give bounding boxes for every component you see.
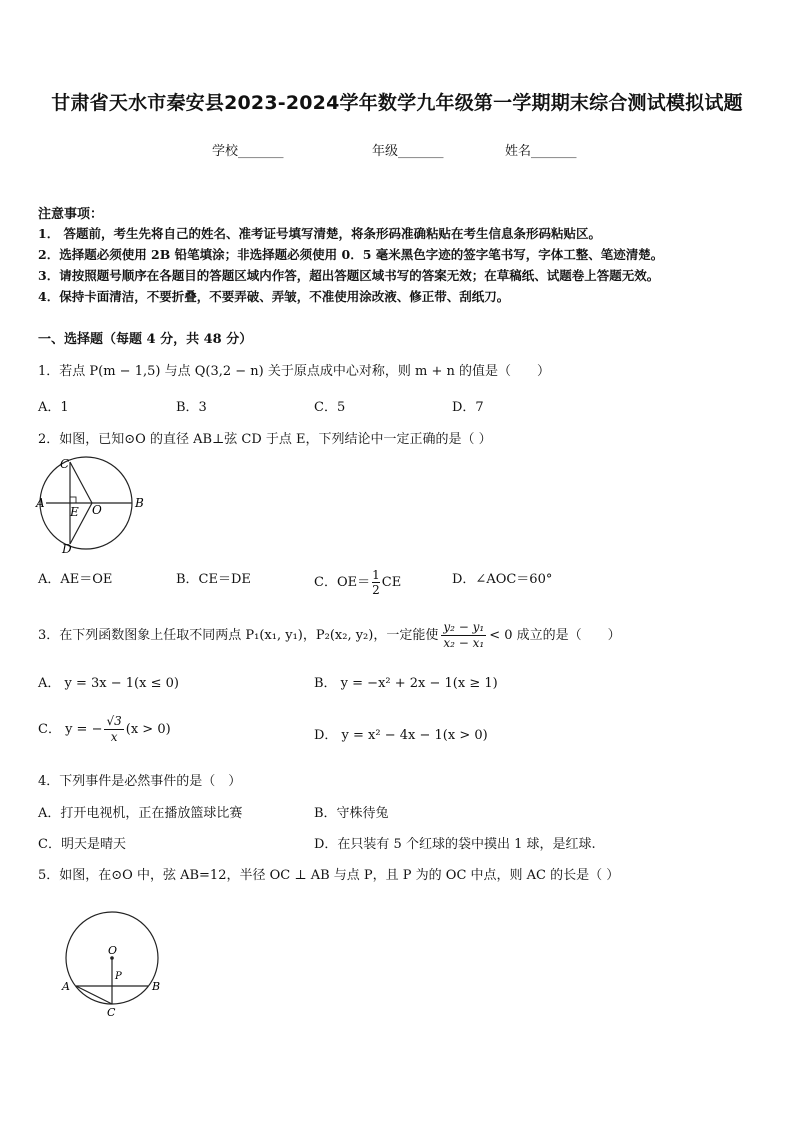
- question-5-stem: 5．如图，在⊙O 中，弦 AB=12，半径 OC ⊥ AB 与点 P，且 P 为的 OC 中点，则 AC 的长是（ ）: [38, 868, 620, 883]
- question-2-stem: 2．如图，已知⊙O 的直径 AB⊥弦 CD 于点 E，下列结论中一定正确的是（ ）: [38, 432, 492, 447]
- question-3-stem: [38, 620, 621, 651]
- q2-option-a: A．AE＝OE: [38, 572, 113, 587]
- q1-option-a: A．1: [38, 400, 69, 415]
- q2-option-d: D．∠AOC＝60°: [452, 572, 553, 587]
- label-c: C: [60, 457, 70, 471]
- q2-option-c-label: C．OE＝: [314, 575, 371, 590]
- name-field: 姓名_______: [505, 144, 577, 159]
- fraction-numerator: 1: [372, 568, 380, 582]
- q3-fraction: [441, 620, 486, 651]
- q2-option-c-tail: CE: [381, 575, 402, 590]
- label-b: B: [152, 980, 161, 993]
- page-title: 甘肃省天水市秦安县2023-2024学年数学九年级第一学期期末综合测试模拟试题: [51, 92, 743, 114]
- label-o: O: [108, 944, 118, 957]
- q3-option-c-label: C． y = −: [38, 722, 103, 737]
- note-item: 3．请按照题号顺序在各题目的答题区域内作答，超出答题区域书写的答案无效；在草稿纸、试题卷上答题无效。: [38, 268, 660, 283]
- q3-stem-a: 3．在下列函数图象上任取不同两点 P₁(x₁, y₁)，P₂(x₂, y₂)，一定能使: [38, 628, 439, 643]
- q4-option-c: C．明天是晴天: [38, 837, 126, 852]
- q2-option-b: B．CE＝DE: [176, 572, 251, 587]
- q1-option-c: C．5: [314, 400, 346, 415]
- q2-option-c: [314, 568, 401, 597]
- label-p: P: [115, 971, 122, 982]
- q4-option-b: B．守株待兔: [314, 806, 389, 821]
- question-4-stem: 4．下列事件是必然事件的是（ ）: [38, 774, 242, 789]
- fraction-denominator: x₂ − x₁: [443, 636, 485, 650]
- note-item: 4．保持卡面清洁，不要折叠，不要弄破、弄皱，不准使用涂改液、修正带、刮纸刀。: [38, 289, 510, 304]
- q3-option-b: B． y = −x² + 2x − 1(x ≥ 1): [314, 676, 498, 691]
- school-field: 学校_______: [212, 144, 284, 159]
- label-e: E: [70, 505, 79, 519]
- fraction-numerator: y₂ − y₁: [443, 620, 485, 634]
- fraction-denominator: 2: [372, 583, 380, 597]
- fraction-numerator: √3: [106, 714, 122, 728]
- q3-option-d: D． y = x² − 4x − 1(x > 0): [314, 728, 488, 743]
- q4-option-a: A．打开电视机，正在播放篮球比赛: [38, 806, 243, 821]
- q1-option-d: D．7: [452, 400, 484, 415]
- section-heading: 一、选择题（每题 4 分，共 48 分）: [38, 332, 253, 347]
- q4-option-d: D．在只装有 5 个红球的袋中摸出 1 球，是红球.: [314, 837, 596, 852]
- label-a: A: [62, 980, 70, 993]
- q3-c-fraction: [104, 714, 123, 745]
- question-1-stem: 1．若点 P(m − 1,5) 与点 Q(3,2 − n) 关于原点成中心对称，则 m + n 的值是（ ）: [38, 364, 550, 379]
- label-o: O: [92, 503, 102, 517]
- label-d: D: [62, 542, 72, 556]
- q3-option-c-tail: (x > 0): [125, 722, 171, 737]
- notes-heading: 注意事项：: [38, 207, 104, 222]
- grade-field: 年级_______: [372, 144, 444, 159]
- q3-option-c: [38, 714, 171, 745]
- q1-option-b: B．3: [176, 400, 207, 415]
- label-c: C: [107, 1006, 116, 1019]
- q3-option-a: A． y = 3x − 1(x ≤ 0): [38, 676, 179, 691]
- note-item: 1． 答题前，考生先将自己的姓名、准考证号填写清楚，将条形码准确粘贴在考生信息条形码粘贴区。: [38, 226, 602, 241]
- q2-circle-figure: [32, 452, 152, 556]
- q5-circle-figure: [56, 908, 174, 1020]
- q3-stem-b: < 0 成立的是（ ）: [489, 628, 621, 643]
- fraction-half: [372, 568, 380, 597]
- note-item: 2．选择题必须使用 2B 铅笔填涂；非选择题必须使用 0．5 毫米黑色字迹的签字笔书写，字体工整、笔迹清楚。: [38, 247, 664, 262]
- label-b: B: [135, 496, 144, 510]
- fraction-denominator: x: [110, 730, 118, 744]
- label-a: A: [36, 496, 45, 510]
